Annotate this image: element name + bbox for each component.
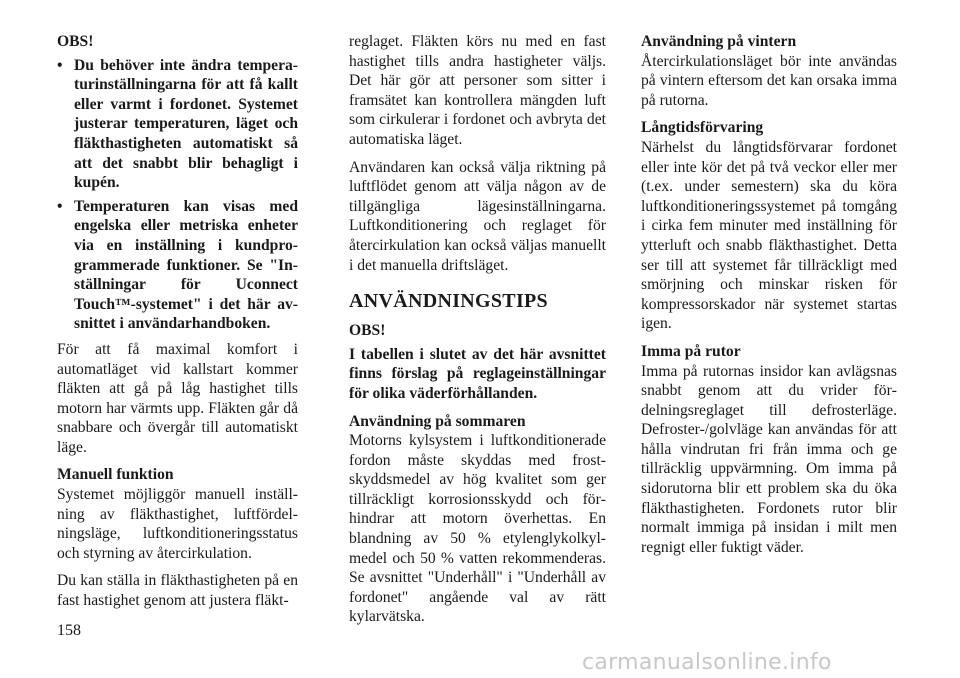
fog-heading: Imma på rutor <box>641 342 741 360</box>
page-number: 158 <box>57 622 81 639</box>
obs-note: I tabellen i slutet av det här avsnittet finns förslag på reglageinställningar för olika väderförhållanden. <box>349 345 606 402</box>
watermark: carmanualsonline.info <box>582 650 832 675</box>
column-left <box>57 32 298 611</box>
section-title: ANVÄNDNINGSTIPS <box>349 290 548 313</box>
storage-paragraph: Närhelst du långtidsförvarar fordonet eller inte kör det på två veckor eller mer (t.ex. under semestern) ska du köra luftkonditioneringssystemet på tomgång i cirka fem minuter med inställning för ytterluft och snabb fläkthastighet. Detta ser till att systemet får tillräckligt med smörjning och minskar risken för kompressorskador när systemet startas igen. <box>641 138 897 333</box>
summer-paragraph: Motorns kylsystem i luftkonditionerade fordon måste skyddas med frostskyddsmedel av hög kvalitet som ger tillräckligt korrosionsskydd och förhindrar att motorn överhettas. En blandning av 50 % etylenglykolkylmedel och 50 % vatten rekommenderas. Se avsnittet "Underhåll" i "Underhåll av fordonet" angående val av rätt kylarvätska. <box>349 432 606 626</box>
column-middle <box>349 32 606 627</box>
manual-heading: Manuell funktion <box>57 466 174 484</box>
comfort-paragraph: För att få maximal komfort i automatläget vid kallstart kommer fläkten att gå på låg hastighet tills motorn har värmts upp. Fläkten går då snabbare och övergår till automatiskt läge. <box>57 340 298 456</box>
direction-paragraph: Användaren kan också välja riktning på luftflödet genom att välja någon av de tillgängliga lägesinställningarna. Luftkonditionering och reglaget för återcirkulation kan också väljas manuellt i det manuella driftsläget. <box>349 158 606 274</box>
winter-paragraph: Återcirkulationsläget bör inte användas på vintern eftersom det kan orsaka imma på rutorna. <box>641 52 897 109</box>
bullet-item: • Du behöver inte ändra temperaturinställningarna för att få kallt eller varmt i fordonet. Systemet justerar temperaturen, läget och fläkthastigheten automatiskt så att det snabbt blir behagligt i kupén. <box>57 56 298 193</box>
column-right <box>641 32 897 557</box>
obs-label: OBS! <box>349 322 386 340</box>
fog-paragraph: Imma på rutornas insidor kan avlägsnas snabbt genom att du vrider fördelningsreglaget till defrosterläge. Defroster-/golvläge kan användas för att hålla vindrutan fri från imma och ge tillräcklig uppvärmning. Om imma på sidorutorna blir ett problem ska du öka fläkthastigheten. Fordonets rutor blir normalt immiga på insidan i milt men regnigt eller fuktigt väder. <box>641 362 897 556</box>
winter-heading: Användning på vintern <box>641 33 797 50</box>
bullet-item: • Temperaturen kan visas med engelska eller metriska enheter via en inställning i kundprogrammerade funktioner. Se "Inställningar för Uconnect Touch™-systemet" i det här avsnittet i användarhandboken. <box>57 197 298 334</box>
summer-heading: Användning på sommaren <box>349 412 526 430</box>
fan-continued-paragraph: reglaget. Fläkten körs nu med en fast hastighet tills andra hastigheter väljs. Det här gör att personer som sitter i framsätet kan kontrollera mängden luft som cirkulerar i fordonet och avbryta det automatiska läget. <box>349 33 606 148</box>
note-bullet-list <box>57 56 298 334</box>
storage-heading: Långtidsförvaring <box>641 119 764 137</box>
obs-label: OBS! <box>57 33 94 50</box>
manual-paragraph: Systemet möjliggör manuell inställning av fläkthastighet, luftfördelningsläge, luftkonditioneringsstatus och styrning av återcirkulation. <box>57 486 298 562</box>
fan-paragraph: Du kan ställa in fläkthastigheten på en fast hastighet genom att justera fläkt- <box>57 572 298 610</box>
